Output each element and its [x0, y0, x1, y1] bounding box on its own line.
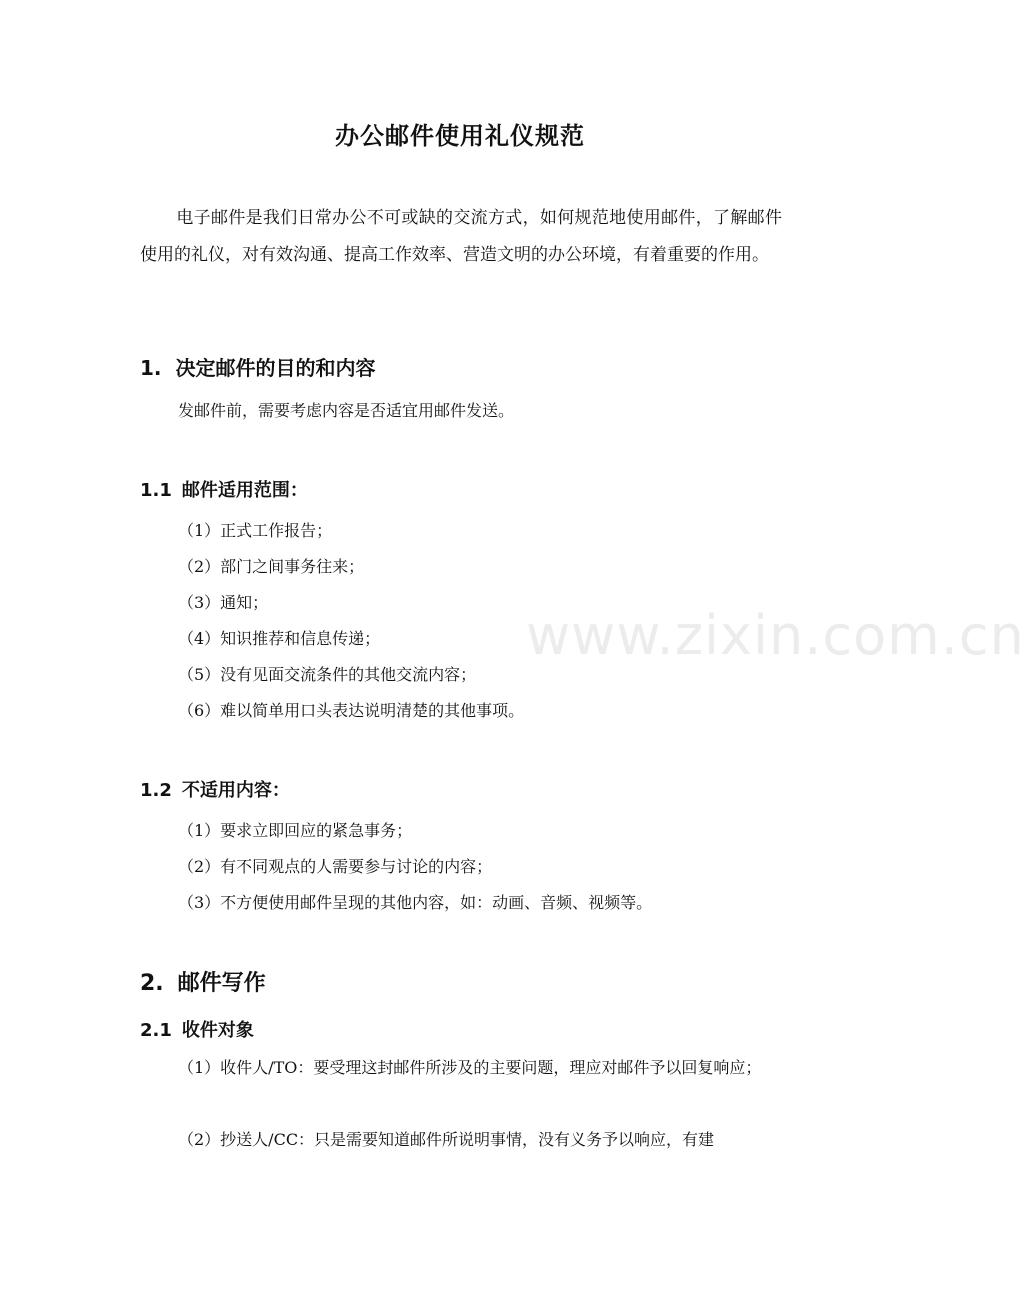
recipient-to-text: （1）收件人/TO：要受理这封邮件所涉及的主要问题，理应对邮件予以回复响应；	[178, 1058, 762, 1077]
section-1-text: 发邮件前，需要考虑内容是否适宜用邮件发送。	[178, 401, 515, 420]
section-1-2-title: 不适用内容：	[181, 780, 290, 801]
section-2-1-title: 收件对象	[181, 1020, 254, 1041]
recipient-cc-text: （2）抄送人/CC：只是需要知道邮件所说明事情，没有义务予以响应，有建	[178, 1130, 715, 1149]
intro-text: 电子邮件是我们日常办公不可或缺的交流方式，如何规范地使用邮件，了解邮件使用的礼仪，对有效沟通、提高工作效率、营造文明的办公环境，有着重要的作用。	[140, 208, 782, 265]
section-1-2-number: 1.2	[140, 780, 172, 801]
section-2-number: 2.	[140, 971, 164, 996]
section-1-1-title: 邮件适用范围：	[181, 480, 308, 501]
section-2-1-heading	[140, 1016, 254, 1042]
list-item	[140, 1122, 786, 1158]
list-item	[140, 1050, 786, 1086]
list-item: （2）部门之间事务往来；	[178, 557, 365, 576]
section-2-title: 邮件写作	[177, 971, 266, 996]
list-item: （3）不方便使用邮件呈现的其他内容，如：动画、音频、视频等。	[178, 893, 653, 912]
list-item: （5）没有见面交流条件的其他交流内容；	[178, 665, 477, 684]
section-1-1-heading	[140, 476, 308, 502]
list-item: （1）正式工作报告；	[178, 521, 333, 540]
section-1-1-number: 1.1	[140, 480, 172, 501]
list-item: （4）知识推荐和信息传递；	[178, 629, 381, 648]
section-2-1-number: 2.1	[140, 1020, 172, 1041]
list-item: （3）通知；	[178, 593, 269, 612]
watermark: www.zixin.com.cn	[526, 604, 1025, 667]
list-item: （6）难以简单用口头表达说明清楚的其他事项。	[178, 701, 525, 720]
section-1-heading	[140, 352, 376, 381]
intro-paragraph	[140, 200, 782, 274]
section-2-heading	[140, 966, 266, 997]
section-1-2-heading	[140, 776, 290, 802]
list-item: （2）有不同观点的人需要参与讨论的内容；	[178, 857, 493, 876]
section-1-number: 1.	[140, 356, 162, 380]
document-title: 办公邮件使用礼仪规范	[335, 122, 585, 150]
list-item: （1）要求立即回应的紧急事务；	[178, 821, 413, 840]
section-1-title: 决定邮件的目的和内容	[175, 356, 376, 380]
